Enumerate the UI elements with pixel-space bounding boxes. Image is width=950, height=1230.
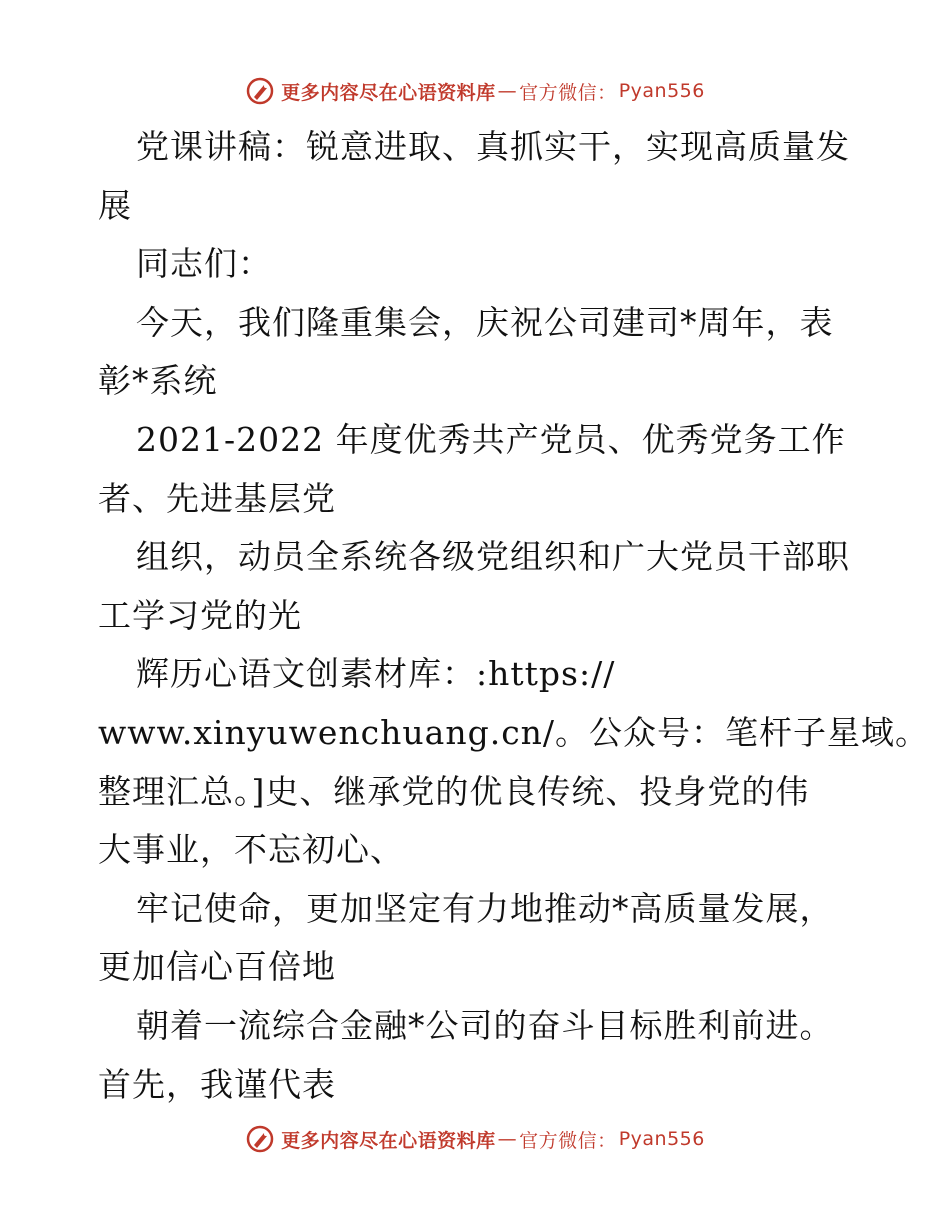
footer-watermark-banner [0,1119,950,1159]
banner-brand-text: 更多内容尽在心语资料库 [281,81,496,104]
document-line: 同志们： [136,244,272,284]
banner-wechat-label: 官方微信： [519,81,617,104]
document-line: 朝着一流综合金融*公司的奋斗目标胜利前进。 [136,1005,834,1045]
document-line: 更加信心百倍地 [98,947,336,987]
header-watermark-banner [0,71,950,111]
document-body [98,118,930,1114]
document-line: 整理汇总。]史、继承党的优良传统、投身党的伟 [98,771,810,811]
banner-wechat-handle: Pyan556 [618,80,705,102]
document-line: 今天，我们隆重集会，庆祝公司建司*周年，表 [136,302,834,342]
document-line: 大事业，不忘初心、 [98,830,404,870]
document-line: 2021-2022 年度优秀共产党员、优秀党务工作 [136,419,846,459]
document-line: 工学习党的光 [98,595,302,635]
document-line: 首先，我谨代表 [98,1064,336,1104]
document-line: 者、先进基层党 [98,478,336,518]
document-line: 辉历心语文创素材库：:https:// [136,654,616,694]
banner-wechat-label: 官方微信： [519,1129,617,1152]
banner-brand-text: 更多内容尽在心语资料库 [281,1129,496,1152]
pen-seal-icon [245,76,275,106]
document-line: 彰*系统 [98,361,218,401]
pen-seal-icon [245,1124,275,1154]
banner-wechat-handle: Pyan556 [618,1128,705,1150]
banner-dash: — [497,80,518,102]
document-line: 组织，动员全系统各级党组织和广大党员干部职 [136,537,850,577]
document-line: 展 [98,185,132,225]
document-line: www.xinyuwenchuang.cn/。公众号：笔杆子星域。 [98,712,930,752]
banner-dash: — [497,1128,518,1150]
document-line: 党课讲稿：锐意进取、真抓实干，实现高质量发 [136,127,850,166]
document-line: 牢记使命，更加坚定有力地推动*高质量发展， [136,888,834,928]
